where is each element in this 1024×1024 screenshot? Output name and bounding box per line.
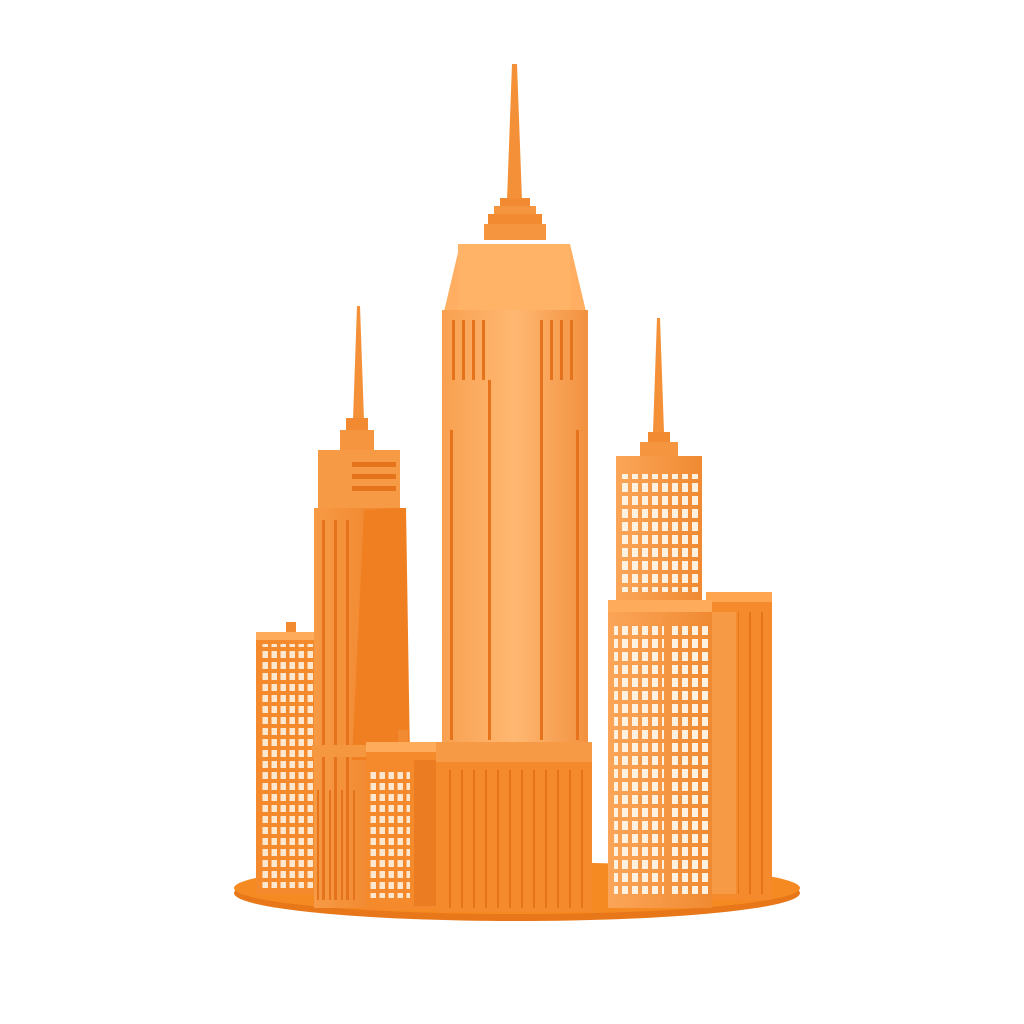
right-spire-tower [608, 318, 712, 908]
front-small-building [366, 730, 440, 910]
right-slab-building [706, 592, 772, 900]
left-window-building [256, 622, 318, 894]
central-spire-tower [436, 64, 592, 912]
